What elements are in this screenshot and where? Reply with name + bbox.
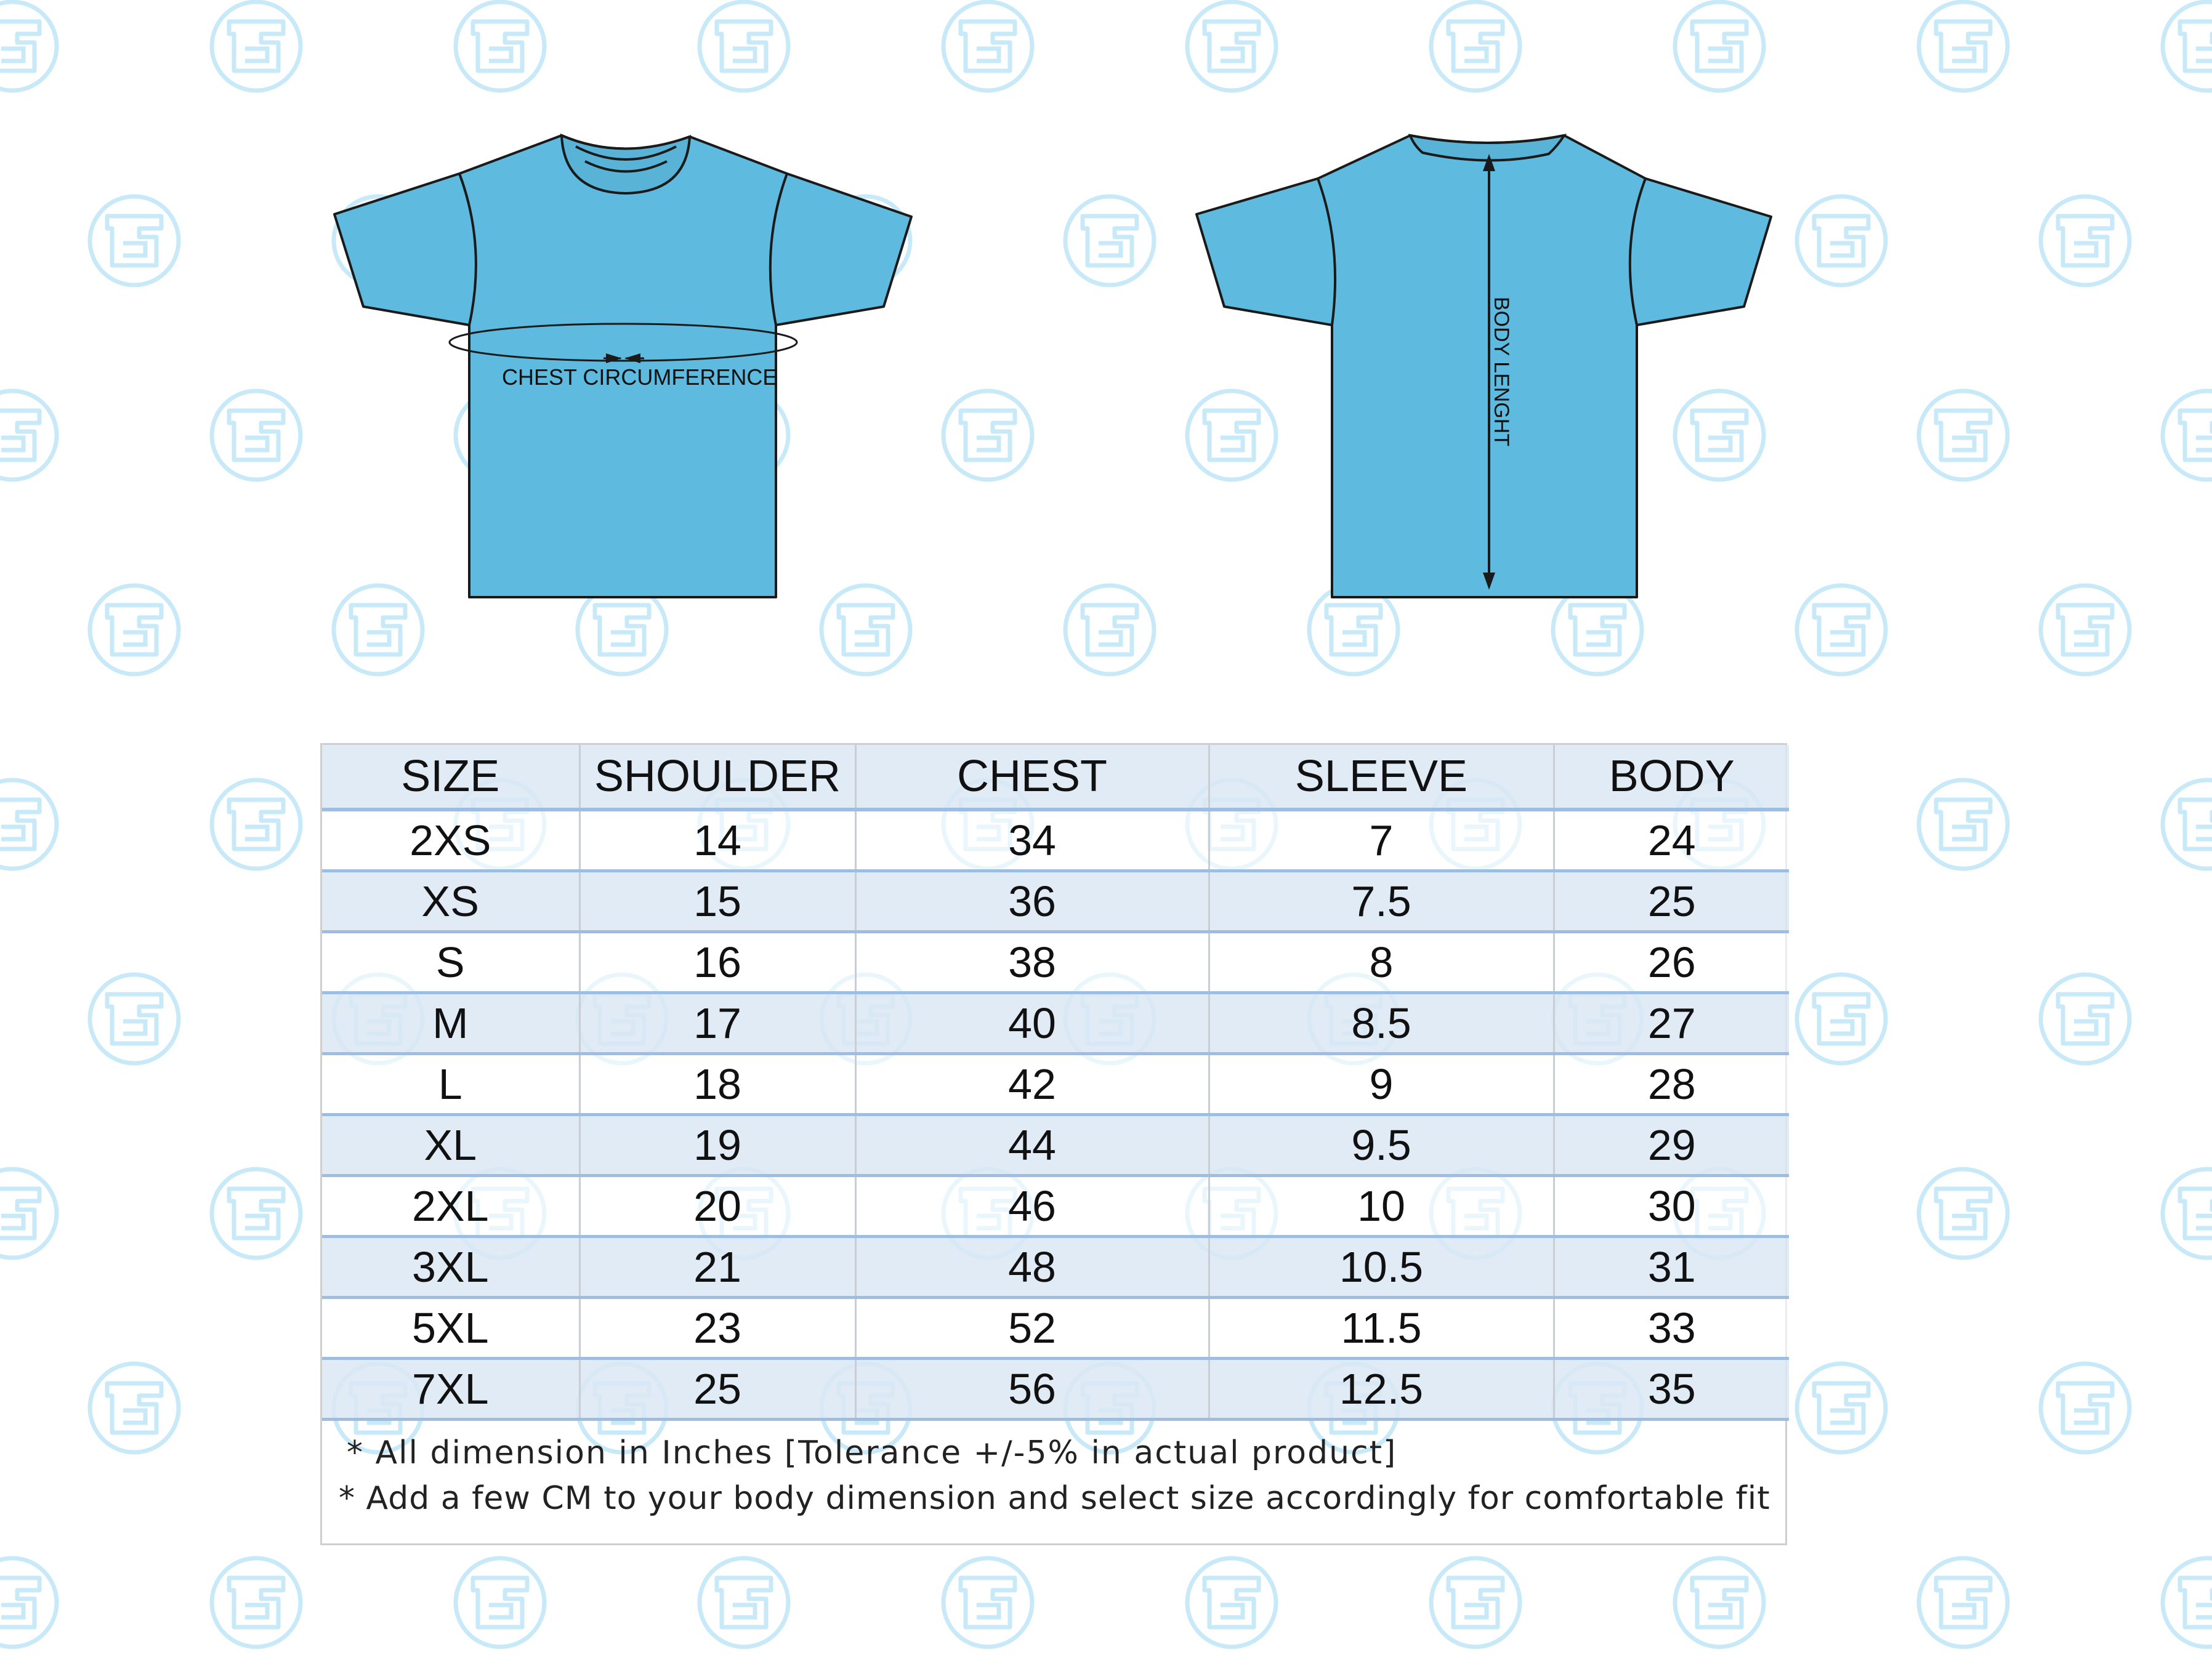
table-row (322, 871, 1789, 932)
cell-chest: 52 (855, 1298, 1209, 1359)
cell-size: XL (322, 1115, 579, 1176)
size-table (322, 745, 1789, 1421)
watermark-logo-icon (943, 1558, 1032, 1647)
watermark-logo-icon (1919, 1169, 2008, 1258)
watermark-logo-icon (0, 1558, 57, 1647)
watermark-logo-icon (0, 780, 57, 869)
table-row (322, 993, 1789, 1054)
cell-shoulder: 17 (579, 993, 855, 1054)
cell-body: 27 (1554, 993, 1789, 1054)
cell-body: 25 (1554, 871, 1789, 932)
cell-shoulder: 14 (579, 810, 855, 871)
watermark-logo-icon (212, 1169, 301, 1258)
header-chest: CHEST (855, 745, 1209, 810)
note-comfort-fit: * Add a few CM to your body dimension and select size accordingly for comfortable fit (339, 1480, 1770, 1517)
cell-body: 35 (1554, 1359, 1789, 1420)
cell-size: 5XL (322, 1298, 579, 1359)
cell-chest: 56 (855, 1359, 1209, 1420)
front-shirt (334, 135, 911, 597)
cell-shoulder: 25 (579, 1359, 855, 1420)
cell-body: 30 (1554, 1176, 1789, 1237)
cell-sleeve: 10 (1209, 1176, 1554, 1237)
watermark-logo-icon (2041, 1364, 2129, 1452)
watermark-logo-icon (2163, 1558, 2212, 1647)
table-row (322, 1176, 1789, 1237)
cell-sleeve: 8 (1209, 932, 1554, 993)
cell-sleeve: 7 (1209, 810, 1554, 871)
cell-body: 26 (1554, 932, 1789, 993)
cell-sleeve: 11.5 (1209, 1298, 1554, 1359)
cell-size: M (322, 993, 579, 1054)
watermark-logo-icon (1919, 780, 2008, 869)
header-body: BODY (1554, 745, 1789, 810)
watermark-logo-icon (1675, 1558, 1764, 1647)
watermark-logo-icon (0, 1169, 57, 1258)
cell-chest: 48 (855, 1237, 1209, 1298)
cell-shoulder: 20 (579, 1176, 855, 1237)
cell-size: 2XS (322, 810, 579, 871)
watermark-logo-icon (2163, 780, 2212, 869)
cell-chest: 46 (855, 1176, 1209, 1237)
table-row (322, 1359, 1789, 1420)
table-row (322, 1298, 1789, 1359)
cell-body: 24 (1554, 810, 1789, 871)
cell-sleeve: 7.5 (1209, 871, 1554, 932)
cell-chest: 36 (855, 871, 1209, 932)
chest-circumference-label: CHEST CIRCUMFERENCE (502, 364, 778, 390)
cell-chest: 38 (855, 932, 1209, 993)
size-chart (320, 743, 1787, 1545)
cell-shoulder: 16 (579, 932, 855, 993)
cell-sleeve: 9 (1209, 1054, 1554, 1115)
watermark-logo-icon (456, 1558, 544, 1647)
cell-chest: 34 (855, 810, 1209, 871)
cell-body: 33 (1554, 1298, 1789, 1359)
watermark-logo-icon (90, 1364, 179, 1452)
cell-sleeve: 8.5 (1209, 993, 1554, 1054)
cell-chest: 44 (855, 1115, 1209, 1176)
body-length-label: BODY LENGHT (1490, 297, 1513, 447)
cell-size: 3XL (322, 1237, 579, 1298)
back-shirt (1197, 135, 1771, 597)
cell-chest: 40 (855, 993, 1209, 1054)
cell-sleeve: 9.5 (1209, 1115, 1554, 1176)
header-row (322, 745, 1789, 810)
table-row (322, 1115, 1789, 1176)
cell-shoulder: 21 (579, 1237, 855, 1298)
cell-chest: 42 (855, 1054, 1209, 1115)
watermark-logo-icon (90, 975, 179, 1063)
cell-sleeve: 10.5 (1209, 1237, 1554, 1298)
cell-body: 29 (1554, 1115, 1789, 1176)
cell-shoulder: 19 (579, 1115, 855, 1176)
watermark-logo-icon (212, 1558, 301, 1647)
watermark-logo-icon (700, 1558, 788, 1647)
cell-size: L (322, 1054, 579, 1115)
watermark-logo-icon (2163, 1169, 2212, 1258)
shirt-diagrams (0, 0, 2212, 677)
watermark-logo-icon (212, 780, 301, 869)
cell-size: S (322, 932, 579, 993)
watermark-logo-icon (1919, 1558, 2008, 1647)
cell-size: 2XL (322, 1176, 579, 1237)
watermark-logo-icon (1187, 1558, 1276, 1647)
cell-body: 28 (1554, 1054, 1789, 1115)
cell-size: XS (322, 871, 579, 932)
cell-sleeve: 12.5 (1209, 1359, 1554, 1420)
note-inches-tolerance: * All dimension in Inches [Tolerance +/-5% in actual product] (347, 1434, 1397, 1471)
header-shoulder: SHOULDER (579, 745, 855, 810)
watermark-logo-icon (1797, 1364, 1886, 1452)
table-row (322, 810, 1789, 871)
table-row (322, 1054, 1789, 1115)
cell-body: 31 (1554, 1237, 1789, 1298)
table-row (322, 932, 1789, 993)
watermark-logo-icon (1797, 975, 1886, 1063)
header-sleeve: SLEEVE (1209, 745, 1554, 810)
cell-shoulder: 23 (579, 1298, 855, 1359)
cell-size: 7XL (322, 1359, 579, 1420)
header-size: SIZE (322, 745, 579, 810)
cell-shoulder: 15 (579, 871, 855, 932)
watermark-logo-icon (2041, 975, 2129, 1063)
watermark-logo-icon (1431, 1558, 1520, 1647)
table-row (322, 1237, 1789, 1298)
cell-shoulder: 18 (579, 1054, 855, 1115)
